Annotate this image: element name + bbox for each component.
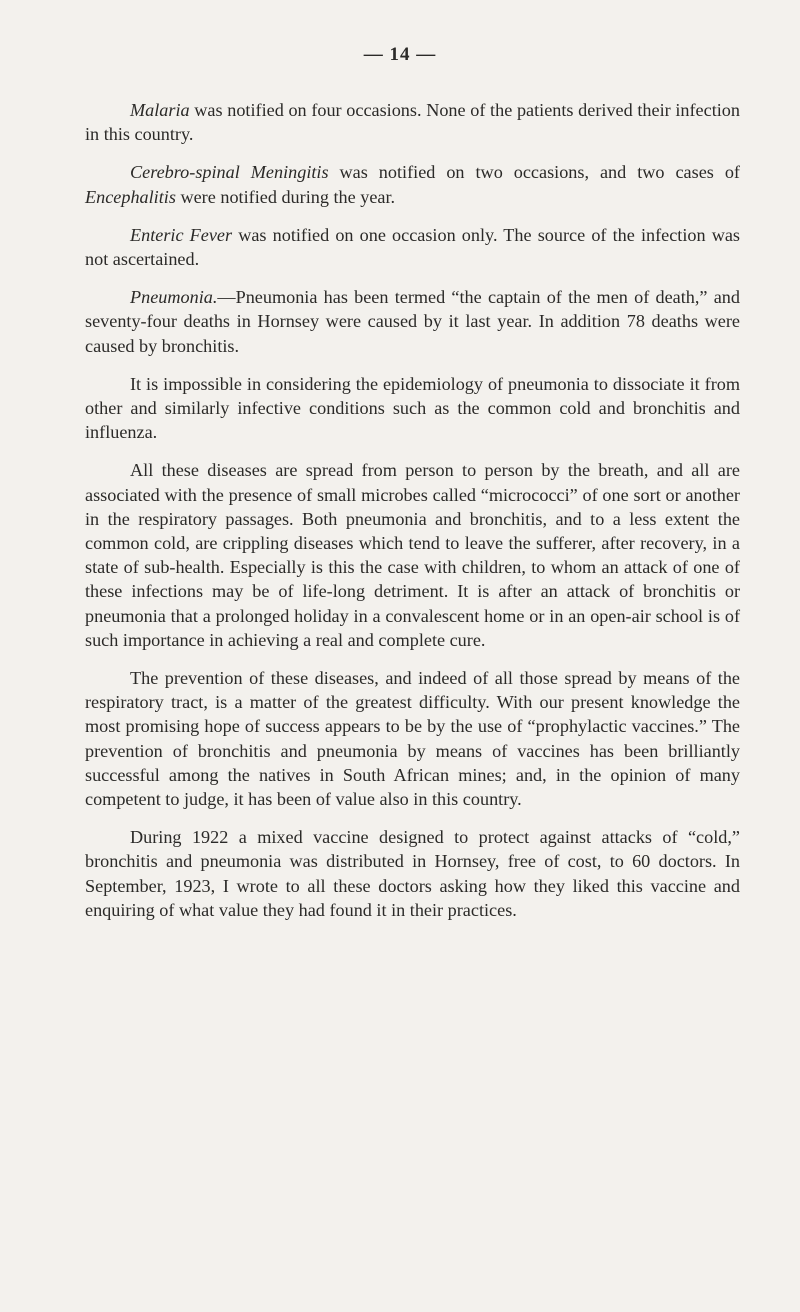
heading-malaria: Malaria — [130, 100, 190, 120]
paragraph-text: It is impossible in considering the epidemiology of pneumonia to dissociate it from other and similarly infective conditions such as the common cold and bronchitis and influenza. — [85, 373, 740, 443]
paragraph-text: was notified on four occasions. None of the patients derived their infection in this country. — [85, 100, 740, 145]
paragraph-text: was notified on one occasion only. The source of the infection was not ascertained. — [85, 224, 741, 270]
body-text — [85, 98, 740, 936]
paragraph-vaccine-1922 — [85, 825, 740, 922]
paragraph-enteric-fever — [85, 223, 740, 271]
paragraph-malaria — [85, 98, 740, 146]
paragraph-text: All these diseases are spread from person to person by the breath, and all are associated with the presence of small microbes called “micrococci” of one sort or another in the respiratory passages. Both pneumonia and bronchitis, and to a less extent the common cold, are crippling diseases which tend to leave the sufferer, after recovery, in a state of sub-health. Especially is this the case with children, to whom an attack of one of these infections may be of life-long detriment. It is after an attack of bronchitis or pneumonia that a prolonged holiday in a convalescent home or in an open-air school is of such importance in achieving a real and complete cure. — [85, 460, 740, 650]
paragraph-text: were notified during the year. — [175, 186, 396, 207]
heading-enteric-fever: Enteric Fever — [130, 224, 233, 245]
heading-pneumonia: Pneumonia. — [130, 287, 218, 308]
page-number: — 14 — — [363, 44, 437, 65]
paragraph-text: During 1922 a mixed vaccine designed to protect against attacks of “cold,” bronchitis and pneumonia was distributed in Hornsey, free of cost, to 60 doctors. In September, 1923, I wrote to all these doctors asking how they liked this vaccine and enquiring of what value they had found it in their practices. — [85, 827, 740, 920]
paragraph-text: was notified on two occasions, and two cases of — [328, 162, 740, 183]
paragraph-text: The prevention of these diseases, and indeed of all those spread by means of the respiratory tract, is a matter of the greatest difficulty. With our present knowledge the most promising hope of success appears to be by the use of “prophylactic vaccines.” The prevention of bronchitis and pneumonia by means of vaccines has been brilliantly successful among the natives in South African mines; and, in the opinion of many competent to judge, it has been of value also in this country. — [85, 668, 740, 810]
paragraph-pneumonia — [85, 285, 740, 358]
heading-encephalitis: Encephalitis — [85, 186, 176, 207]
paragraph-meningitis — [85, 160, 740, 208]
paragraph-prevention — [85, 666, 740, 811]
paragraph-spread — [85, 458, 740, 652]
paragraph-epidemiology — [85, 372, 740, 445]
heading-cerebro-spinal-meningitis: Cerebro-spinal Meningitis — [130, 162, 329, 183]
paragraph-text: —Pneumonia has been termed “the captain of the men of death,” and seventy-four deaths in Hornsey were caused by it last year. In addition 78 deaths were caused by bronchitis. — [85, 287, 740, 356]
